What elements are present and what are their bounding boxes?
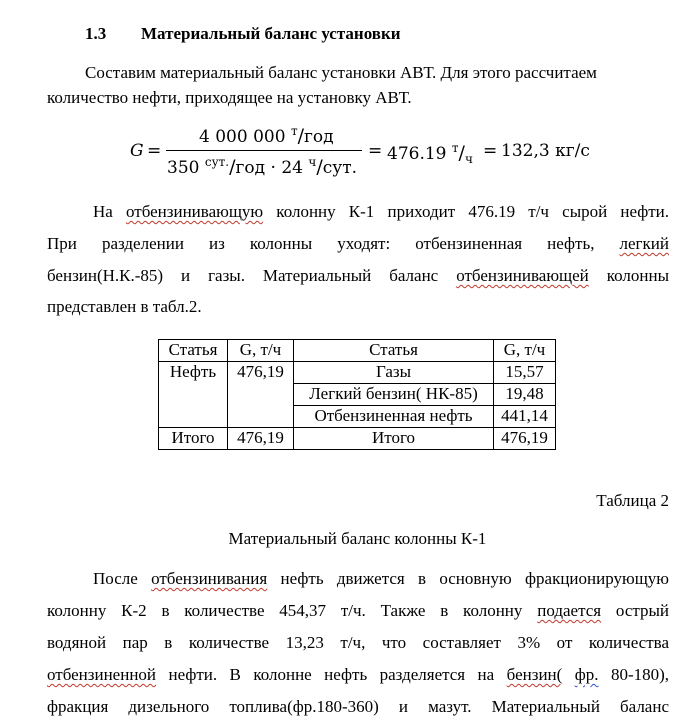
formula-result-1: 476.19 $^т/_ч$ [387, 141, 473, 166]
para2-line-4: отбензиненной нефти. В колонне нефть разделяется на бензин( фр. 80-180), [47, 665, 670, 684]
table-cell: Легкий бензин( НК-85) [294, 384, 494, 406]
spell-flag[interactable]: отбензинивания [151, 569, 268, 588]
table-header-cell: Статья [159, 340, 228, 362]
spell-flag[interactable]: отбензинивающую [126, 202, 264, 221]
table-cell-input-value: 476,19 [228, 362, 294, 384]
para2-line-2: колонну К-2 в количестве 454,37 т/ч. Также в колонну подается острый [47, 601, 670, 620]
formula-numerator: 4 000 000 $^т$/год [199, 124, 334, 147]
table-cell: 476,19 [494, 428, 556, 450]
table-label: Таблица 2 [596, 491, 669, 510]
formula-lhs: G [130, 141, 144, 161]
table-row [159, 384, 556, 406]
table-cell-empty [159, 406, 228, 428]
table-cell-empty [228, 384, 294, 406]
table-cell: Итого [159, 428, 228, 450]
grammar-flag[interactable]: фр. [574, 665, 599, 684]
table-row [159, 406, 556, 428]
section-title: Материальный баланс установки [141, 24, 401, 43]
table-title: Материальный баланс колонны К-1 [228, 529, 487, 548]
intro-line-1: Составим материальный баланс установки АВТ. Для этого рассчитаем [85, 63, 597, 82]
formula-equals-3: = [483, 141, 498, 161]
para1-line-3: бензин(Н.К.-85) и газы. Материальный баланс отбензинивающей колонны [47, 266, 669, 285]
formula-result-2: 132,3 кг/с [501, 141, 590, 161]
table-cell-empty [159, 384, 228, 406]
section-number: 1.3 [85, 24, 107, 43]
spell-flag[interactable]: подается [537, 601, 602, 620]
table-header-cell: G, т/ч [494, 340, 556, 362]
para1-line-1: На отбензинивающую колонну К-1 приходит 476.19 т/ч сырой нефти. [93, 202, 670, 221]
table-cell-empty [228, 406, 294, 428]
para1-line-4: представлен в табл.2. [47, 297, 202, 316]
formula-denominator: 350 $^{сут.}$/год · 24 $^ч$/сут. [167, 155, 358, 178]
formula-fraction-bar [166, 150, 362, 151]
table-total-row [159, 428, 556, 450]
table-cell: 19,48 [494, 384, 556, 406]
table-row [159, 362, 556, 384]
table-cell-input-item: Нефть [159, 362, 228, 384]
table-cell: Газы [294, 362, 494, 384]
table-cell: Итого [294, 428, 494, 450]
para2-line-5: фракция дизельного топлива(фр.180-360) и мазут. Материальный баланс [47, 697, 669, 716]
table-cell: Отбензиненная нефть [294, 406, 494, 428]
spell-flag[interactable]: бензин( [506, 665, 563, 684]
spell-flag[interactable]: отбензиненной [47, 665, 157, 684]
para2-line-3: водяной пар в количестве 13,23 т/ч, что составляет 3% от количества [47, 633, 669, 652]
para1-line-2: При разделении из колонны уходят: отбензиненная нефть, легкий [47, 234, 669, 253]
para2-line-1: После отбензинивания нефть движется в основную фракционирующую [93, 569, 669, 588]
table-cell: 476,19 [228, 428, 294, 450]
table-header-cell: G, т/ч [228, 340, 294, 362]
table-cell: 15,57 [494, 362, 556, 384]
formula-equals-2: = [368, 141, 383, 161]
table-cell: 441,14 [494, 406, 556, 428]
table-header-cell: Статья [294, 340, 494, 362]
spell-flag[interactable]: легкий [619, 234, 669, 253]
table-header-row [159, 340, 556, 362]
formula-equals-1: = [147, 141, 162, 161]
spell-flag[interactable]: отбензинивающей [456, 266, 589, 285]
material-balance-table [158, 339, 556, 450]
intro-line-2: количество нефти, приходящее на установку АВТ. [47, 88, 412, 107]
